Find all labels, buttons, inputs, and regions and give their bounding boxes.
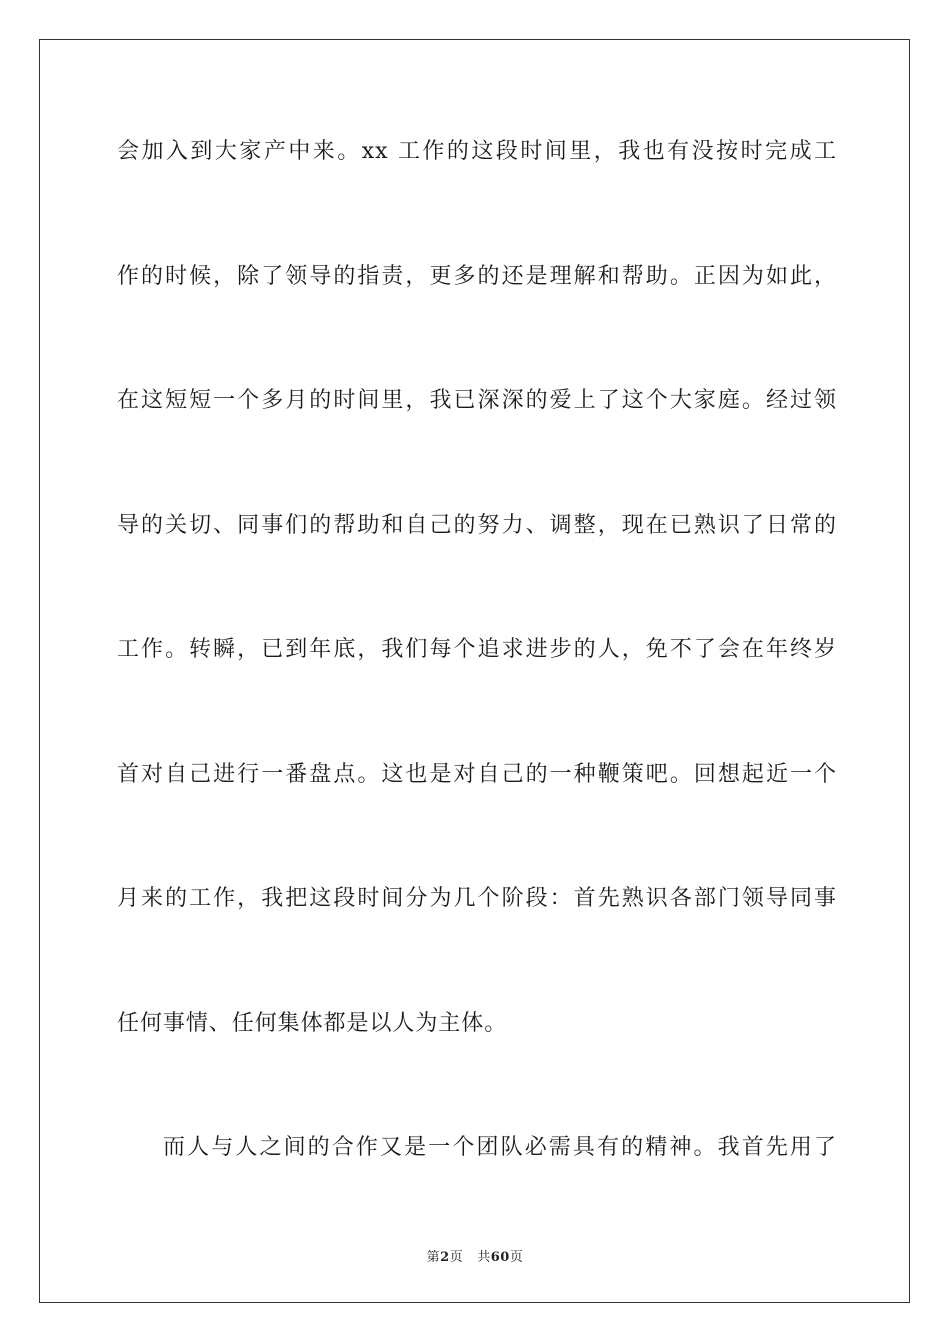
text-line-6: 首对自己进行一番盘点。这也是对自己的一种鞭策吧。回想起近一个 (117, 761, 837, 787)
footer-total-suffix: 页 (509, 1250, 524, 1265)
footer-total-pages: 60 (490, 1250, 510, 1265)
page-footer (0, 1246, 950, 1265)
text-line-7: 月来的工作，我把这段时间分为几个阶段：首先熟识各部门领导同事 (117, 886, 837, 911)
text-line-8: 任何事情、任何集体都是以人为主体。 (117, 1010, 508, 1036)
text-line-9: 而人与人之间的合作又是一个团队必需具有的精神。我首先用了 (163, 1135, 837, 1160)
text-line-5: 工作。转瞬，已到年底，我们每个追求进步的人，免不了会在年终岁 (117, 637, 837, 662)
text-line-3: 在这短短一个多月的时间里，我已深深的爱上了这个大家庭。经过领 (117, 388, 837, 413)
body-text (117, 130, 837, 1251)
footer-total-prefix: 共 (477, 1250, 491, 1265)
text-line-1: 会加入到大家产中来。xx 工作的这段时间里，我也有没按时完成工 (117, 139, 837, 164)
text-line-4: 导的关切、同事们的帮助和自己的努力、调整，现在已熟识了日常的 (117, 512, 837, 538)
text-line-2: 作的时候，除了领导的指责，更多的还是理解和帮助。正因为如此， (117, 263, 837, 289)
footer-page-prefix: 第 (426, 1250, 441, 1265)
footer-page-number: 2 (440, 1250, 450, 1265)
footer-page-suffix: 页 (449, 1250, 464, 1265)
